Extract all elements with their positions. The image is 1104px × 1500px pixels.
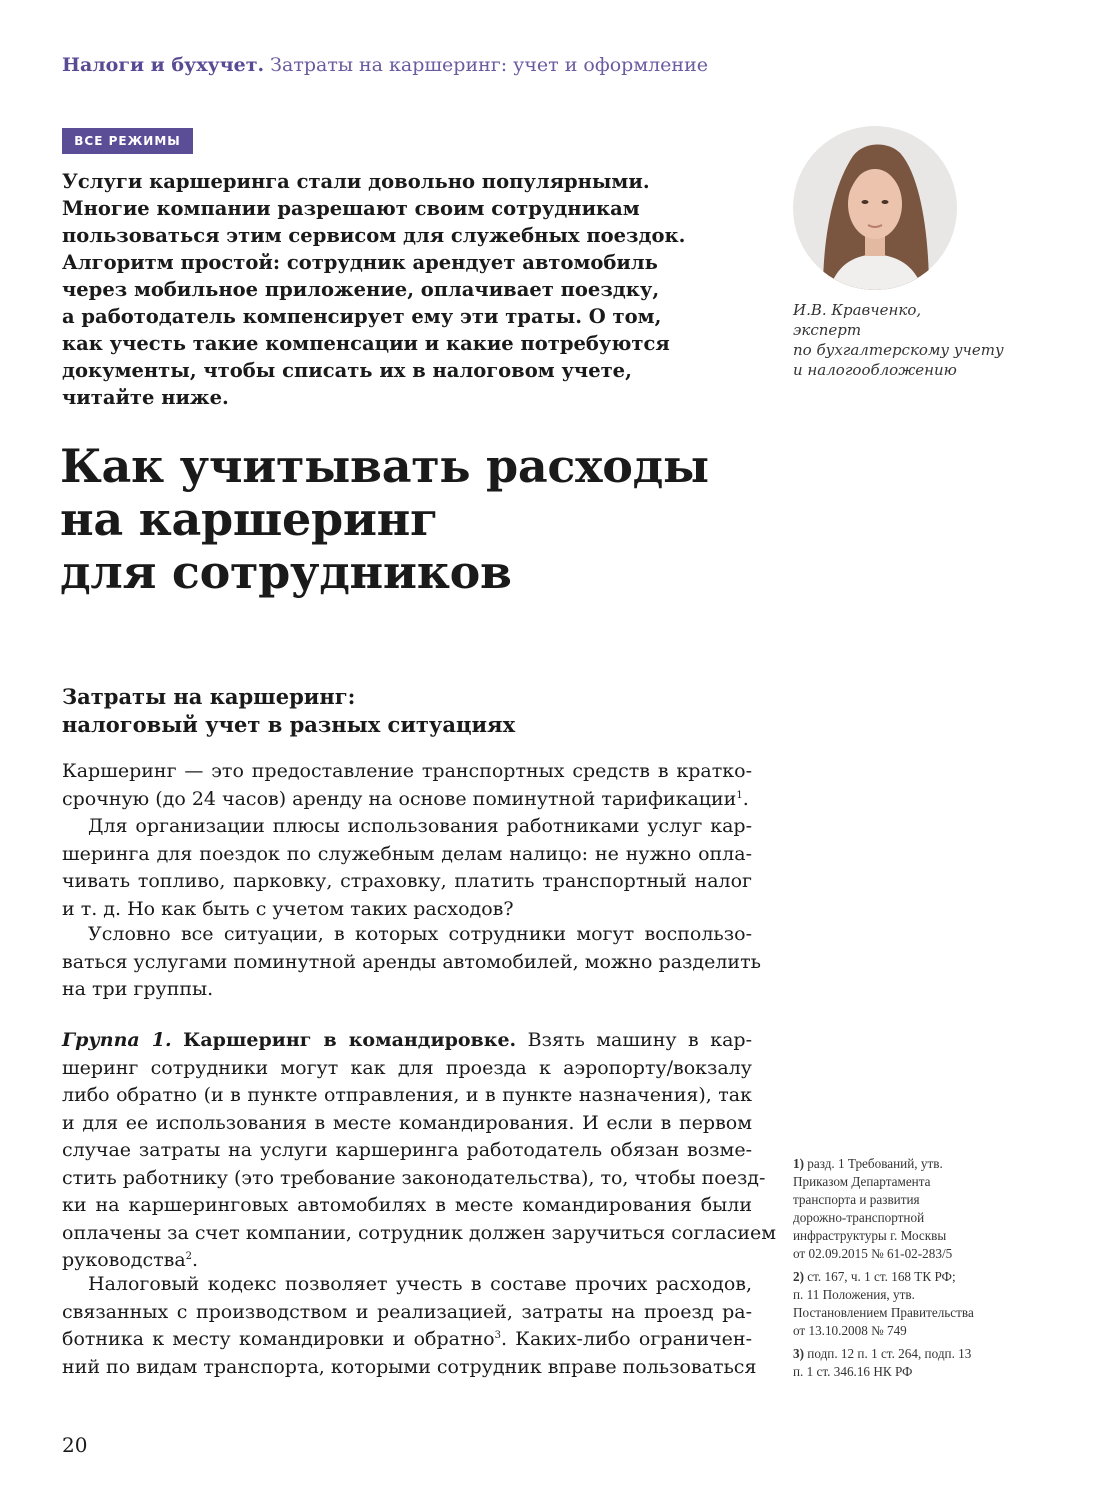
footnote-line: от 13.10.2008 № 749 — [793, 1323, 907, 1338]
title-line: на каршеринг — [60, 492, 438, 546]
lead-line: как учесть такие компенсации и какие потребуются — [62, 332, 670, 355]
title-line: Как учитывать расходы — [60, 439, 709, 493]
section-heading-line: Затраты на каршеринг: — [62, 684, 356, 709]
lead-line: пользоваться этим сервисом для служебных поездок. — [62, 224, 686, 247]
lead-line: Услуги каршеринга стали довольно популярными. — [62, 170, 650, 193]
paragraph-groups — [62, 921, 761, 1004]
footnote-number: 3) — [793, 1346, 804, 1361]
footnote-line: Постановлением Правительства — [793, 1305, 974, 1320]
author-portrait-icon — [793, 126, 957, 290]
running-head-topic: Затраты на каршеринг: учет и оформление — [270, 54, 709, 76]
text-line: шеринг сотрудники могут как для проезда к аэропорту/вокзалу — [62, 1056, 752, 1079]
text-span: . Каких-либо ограничен- — [500, 1328, 752, 1350]
footnote-1 — [793, 1155, 1053, 1263]
text-line — [62, 1027, 752, 1055]
text-line: и для ее использования в месте командирования. И если в первом — [62, 1111, 752, 1134]
footnote-line: подп. 12 п. 1 ст. 264, подп. 13 — [807, 1346, 972, 1361]
author-role-line: эксперт — [793, 321, 862, 339]
footnote-ref: 2 — [185, 1251, 193, 1262]
lead-line: Многие компании разрешают своим сотрудникам — [62, 197, 640, 220]
text-line: на три группы. — [62, 978, 214, 1000]
footnote-line: дорожно-транспортной — [793, 1210, 925, 1225]
lead-line: через мобильное приложение, оплачивает поездку, — [62, 278, 660, 301]
text-span: . — [742, 787, 749, 810]
footnote-2 — [793, 1268, 1053, 1340]
footnote-line: инфраструктуры г. Москвы — [793, 1228, 947, 1243]
text-line: и т. д. Но как быть с учетом таких расходов? — [62, 897, 514, 920]
tax-regime-badge: ВСЕ РЕЖИМЫ — [62, 128, 193, 154]
text-line — [62, 786, 752, 814]
group-label: Группа 1. — [62, 1029, 172, 1051]
page-number: 20 — [62, 1433, 88, 1457]
lead-line: документы, чтобы списать их в налоговом учете, — [62, 359, 632, 382]
section-heading — [62, 683, 762, 739]
text-line: ки на каршеринговых автомобилях в месте командирования были — [62, 1194, 752, 1216]
text-line: либо обратно (и в пункте отправления, и в пункте назначения), так — [62, 1084, 752, 1106]
paragraph-group-1 — [62, 1027, 777, 1275]
text-line: шеринга для поездок по служебным делам налицо: не нужно опла- — [62, 842, 752, 865]
footnote-line: п. 11 Положения, утв. — [793, 1287, 915, 1302]
section-heading-line: налоговый учет в разных ситуациях — [62, 712, 516, 737]
author-role-line: и налогообложению — [793, 361, 957, 379]
footnote-3 — [793, 1345, 1053, 1381]
group-title: Каршеринг в командировке. — [183, 1029, 517, 1051]
text-line: Налоговый кодекс позволяет учесть в составе прочих расходов, — [88, 1273, 752, 1295]
text-line: связанных с производством и реализацией, затраты на проезд ра- — [62, 1300, 752, 1323]
text-line — [62, 1326, 752, 1354]
paragraph-definition — [62, 758, 752, 813]
text-span: . — [192, 1249, 199, 1271]
title-line: для сотрудников — [60, 545, 512, 599]
text-line: Каршеринг — это предоставление транспортных средств в кратко- — [62, 760, 752, 782]
footnotes — [793, 1155, 1053, 1386]
text-span: руководства — [62, 1249, 186, 1271]
text-line: случае затраты на услуги каршеринга работодатель обязан возме- — [62, 1139, 752, 1161]
text-line: ваться услугами поминутной аренды автомобилей, можно разделить — [62, 950, 761, 973]
text-span: ботника к месту командировки и обратно — [62, 1328, 495, 1350]
text-line: чивать топливо, парковку, страховку, платить транспортный налог — [62, 870, 752, 892]
running-head-section: Налоги и бухучет. — [62, 54, 265, 76]
author-name: И.В. Кравченко, — [793, 301, 922, 319]
footnote-line: п. 1 ст. 346.16 НК РФ — [793, 1364, 913, 1379]
footnote-ref: 3 — [494, 1330, 501, 1341]
text-line: оплачены за счет компании, сотрудник должен заручиться согласием — [62, 1221, 777, 1244]
footnote-line: Приказом Департамента — [793, 1174, 931, 1189]
text-line: ний по видам транспорта, которыми сотрудник вправе пользоваться — [62, 1355, 757, 1378]
footnote-line: ст. 167, ч. 1 ст. 168 ТК РФ; — [807, 1269, 956, 1284]
text-span: срочную (до 24 часов) аренду на основе поминутной тарификации — [62, 787, 737, 810]
text-line: стить работнику (это требование законодательства), то, чтобы поезд- — [62, 1166, 766, 1189]
paragraph-tax-code — [62, 1271, 757, 1381]
author-caption — [793, 300, 1053, 380]
footnote-ref: 1 — [736, 789, 743, 801]
footnote-line: разд. 1 Требований, утв. — [807, 1156, 943, 1171]
footnote-line: транспорта и развития — [793, 1192, 920, 1207]
footnote-line: от 02.09.2015 № 61-02-283/5 — [793, 1246, 953, 1261]
paragraph-benefits — [62, 813, 752, 923]
author-photo — [793, 126, 957, 290]
lead-line: читайте ниже. — [62, 386, 229, 409]
footnote-number: 2) — [793, 1269, 804, 1284]
text-span: Взять машину в кар- — [527, 1029, 752, 1051]
article-title — [60, 440, 780, 599]
text-line: Условно все ситуации, в которых сотрудники могут воспользо- — [88, 923, 752, 945]
lead-line: Алгоритм простой: сотрудник арендует автомобиль — [62, 251, 658, 274]
lead-line: а работодатель компенсирует ему эти траты. О том, — [62, 305, 662, 328]
running-head — [62, 54, 708, 76]
lead-paragraph — [62, 168, 762, 411]
footnote-number: 1) — [793, 1156, 804, 1171]
text-line: Для организации плюсы использования работниками услуг кар- — [88, 815, 752, 837]
author-role-line: по бухгалтерскому учету — [793, 341, 1004, 359]
